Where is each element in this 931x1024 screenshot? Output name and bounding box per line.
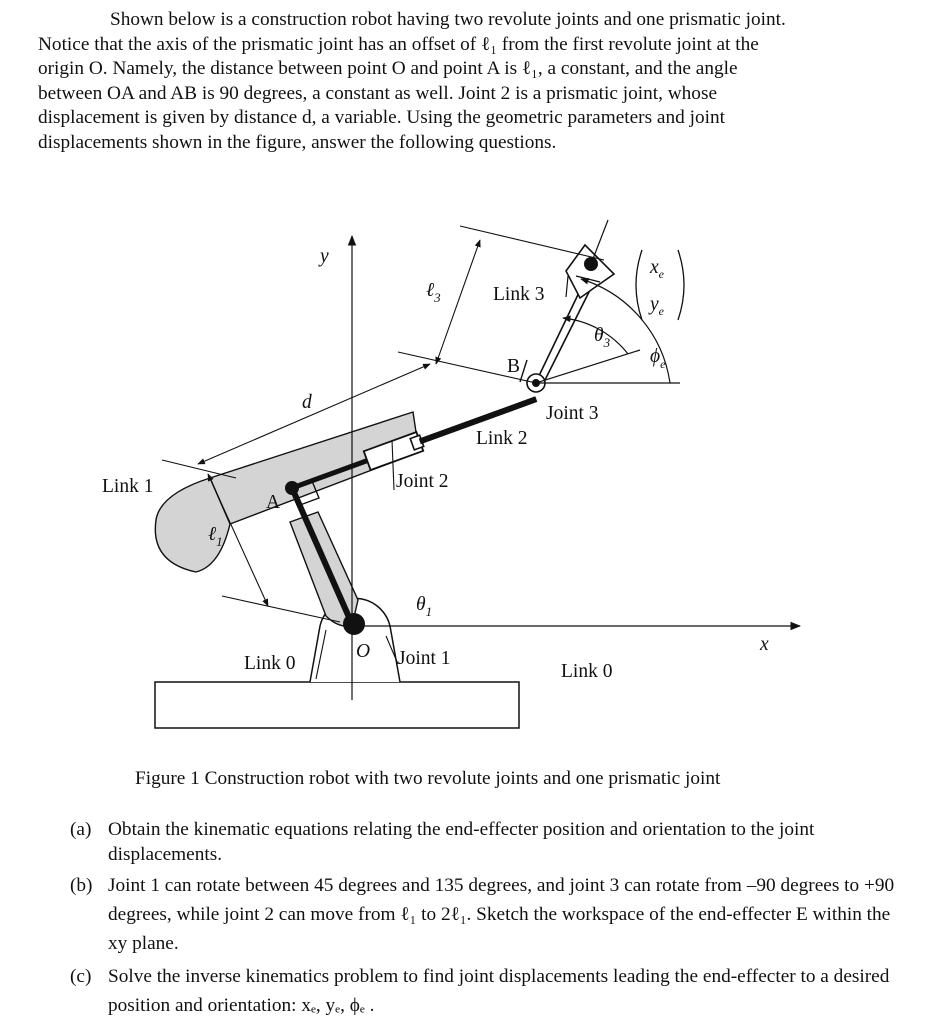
- link0-left-label: Link 0: [244, 653, 296, 674]
- link0-right-label: Link 0: [561, 661, 613, 682]
- joint1-pivot: [343, 613, 365, 635]
- intro-line-5: displacement is given by distance d, a variable. Using the geometric parameters and joint: [38, 107, 725, 129]
- question-b-text: Joint 1 can rotate between 45 degrees and 135 degrees, and joint 3 can rotate from –90 degrees to +90 degrees, while joint 2 can move from ℓ₁ to 2ℓ₁. Sketch the workspace of the end-effecter E within the xy plane.: [108, 875, 895, 954]
- figure-caption: Figure 1 Construction robot with two revolute joints and one prismatic joint: [135, 768, 721, 789]
- dim-d-ext-left: [162, 460, 236, 478]
- theta3-label: $\theta_3$: [594, 325, 611, 350]
- link3-label: Link 3: [493, 284, 545, 305]
- question-c: [70, 962, 900, 1020]
- question-c-label: (c): [70, 966, 92, 987]
- dim-l1-label: ℓ$_1$: [208, 524, 223, 549]
- vector-right-bracket: [678, 250, 684, 320]
- origin-label: O: [356, 641, 371, 662]
- intro-line-1: Shown below is a construction robot having two revolute joints and one prismatic joint.: [110, 9, 786, 30]
- joint2-label: Joint 2: [396, 471, 449, 492]
- xe-label: $x_e$: [650, 257, 664, 281]
- dim-d-label: d: [302, 392, 312, 413]
- theta1-label: $\theta_1$: [416, 594, 433, 619]
- link1-label: Link 1: [102, 476, 154, 497]
- phi-e-label: $\phi_e$: [650, 346, 666, 371]
- question-b: [70, 871, 900, 958]
- ye-label: $y_e$: [650, 294, 664, 318]
- question-list: [70, 818, 900, 1024]
- joint3-label: Joint 3: [546, 403, 599, 424]
- dim-l3-ext: [460, 226, 604, 260]
- dim-l3-line: [436, 240, 480, 364]
- link3-b-tick: [520, 360, 527, 382]
- x-axis-label: x: [760, 634, 769, 655]
- question-a-text: Obtain the kinematic equations relating the end-effecter position and orientation to the joint displacements.: [108, 819, 815, 865]
- link1-boom: [210, 412, 419, 524]
- intro-line-3: origin O. Namely, the distance between point O and point A is ℓ₁, a constant, and the angle: [38, 58, 738, 80]
- end-effector-point: [584, 257, 598, 271]
- link3-edge-right: [542, 282, 594, 386]
- question-c-text: Solve the inverse kinematics problem to find joint displacements leading the end-effecter to a desired position and orientation: xₑ, yₑ, ϕₑ .: [108, 966, 890, 1016]
- vector-left-bracket: [636, 250, 642, 320]
- joint1-label: Joint 1: [398, 648, 451, 669]
- intro-line-4: between OA and AB is 90 degrees, a constant as well. Joint 2 is a prismatic joint, whose: [38, 82, 718, 104]
- dim-l3-label: ℓ$_3$: [426, 280, 441, 305]
- question-b-label: (b): [70, 875, 93, 896]
- point-a-dot: [285, 481, 299, 495]
- end-effector-stem: [566, 276, 568, 297]
- point-a-label: A: [266, 492, 281, 513]
- link2-label: Link 2: [476, 428, 528, 449]
- intro-line-6: displacements shown in the figure, answer the following questions.: [38, 131, 557, 153]
- point-b-label: B: [507, 356, 521, 377]
- y-axis-label: y: [320, 246, 329, 267]
- intro-line-2: Notice that the axis of the prismatic joint has an offset of ℓ₁ from the first revolute joint at the: [38, 33, 759, 55]
- question-a-label: (a): [70, 819, 92, 840]
- question-a: [70, 818, 900, 867]
- base-block: [155, 682, 519, 728]
